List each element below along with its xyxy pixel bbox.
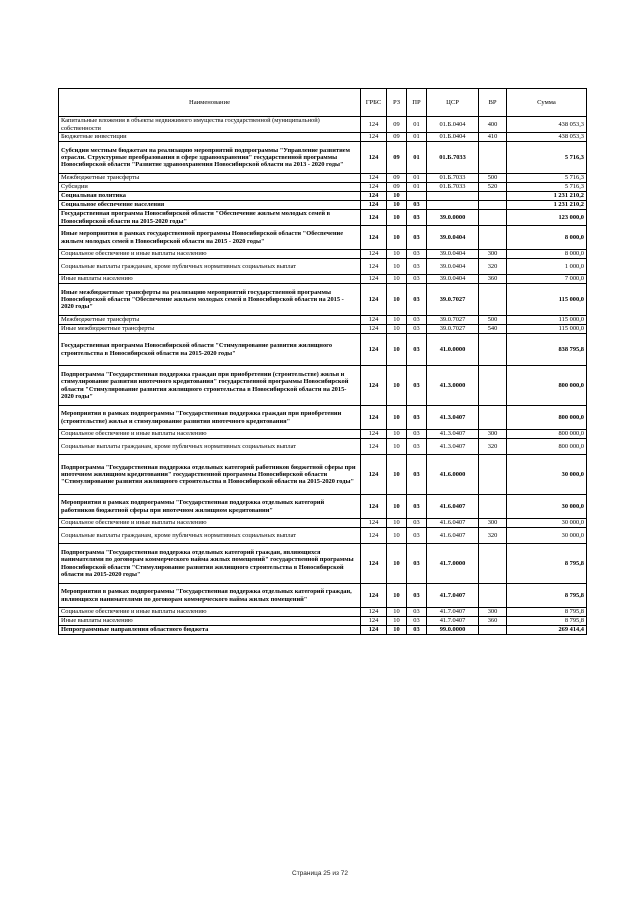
row-name: Иные выплаты населению [59,275,361,284]
row-pr [407,192,427,201]
row-csr [427,201,479,210]
header-name: Наименование [59,89,361,117]
row-name: Межбюджетные трансферты [59,316,361,325]
row-sum: 8 795,8 [507,608,587,617]
row-name: Социальная политика [59,192,361,201]
row-vr: 410 [479,133,507,142]
row-csr: 39.0.0404 [427,250,479,259]
row-csr: 39.0.0404 [427,259,479,275]
row-sum: 5 716,3 [507,142,587,174]
row-pr: 03 [407,316,427,325]
table-row [59,430,587,439]
row-grbs: 124 [361,528,387,544]
row-rz: 09 [387,142,407,174]
row-grbs: 124 [361,210,387,226]
row-grbs: 124 [361,259,387,275]
row-name: Социальные выплаты гражданам, кроме публичных нормативных социальных выплат [59,259,361,275]
row-rz: 10 [387,226,407,250]
row-grbs: 124 [361,316,387,325]
row-csr: 39.0.7027 [427,284,479,316]
row-name: Социальное обеспечение и иные выплаты населению [59,430,361,439]
table-row [59,316,587,325]
row-pr: 03 [407,406,427,430]
row-grbs: 124 [361,455,387,495]
row-name: Социальное обеспечение и иные выплаты населению [59,519,361,528]
row-pr: 03 [407,284,427,316]
row-rz: 09 [387,174,407,183]
row-csr: 41.3.0407 [427,430,479,439]
row-sum: 30 000,0 [507,455,587,495]
row-csr: 41.6.0407 [427,519,479,528]
row-rz: 10 [387,544,407,584]
row-grbs: 124 [361,495,387,519]
row-grbs: 124 [361,366,387,406]
row-grbs: 124 [361,519,387,528]
row-name: Иные выплаты населению [59,617,361,626]
row-rz: 10 [387,325,407,334]
row-rz: 10 [387,495,407,519]
row-vr: 360 [479,275,507,284]
row-vr [479,226,507,250]
row-csr: 41.0.0000 [427,334,479,366]
row-rz: 10 [387,406,407,430]
header-sum: Сумма [507,89,587,117]
row-name: Мероприятия в рамках подпрограммы "Государственная поддержка отдельных категорий граждан, являющихся нанимателями по договорам коммерческого найма жилых помещений" [59,584,361,608]
header-csr: ЦСР [427,89,479,117]
row-vr: 300 [479,608,507,617]
table-row [59,519,587,528]
row-grbs: 124 [361,406,387,430]
row-pr: 01 [407,174,427,183]
row-pr: 01 [407,183,427,192]
row-name: Подпрограмма "Государственная поддержка отдельных категорий работников бюджетной сферы при ипотечном жилищном кредитовании" государственной программы Новосибирской области "Стимулирование развития жилищного строительства в Новосибирской области на 2015-2020 годы" [59,455,361,495]
row-vr [479,626,507,635]
row-grbs: 124 [361,284,387,316]
table-row [59,617,587,626]
row-vr [479,495,507,519]
row-pr: 03 [407,366,427,406]
row-rz: 09 [387,183,407,192]
row-grbs: 124 [361,325,387,334]
row-sum: 7 000,0 [507,275,587,284]
row-sum: 438 053,3 [507,117,587,133]
row-csr [427,192,479,201]
row-pr: 03 [407,439,427,455]
row-name: Бюджетные инвестиции [59,133,361,142]
row-sum: 1 231 210,2 [507,192,587,201]
row-vr: 540 [479,325,507,334]
row-sum: 115 000,0 [507,284,587,316]
row-sum: 438 053,3 [507,133,587,142]
row-name: Иные мероприятия в рамках государственной программы Новосибирской области "Обеспечение жильем молодых семей в Новосибирской области на 2015 - 2020 годы" [59,226,361,250]
row-name: Субсидии [59,183,361,192]
row-grbs: 124 [361,226,387,250]
row-name: Социальные выплаты гражданам, кроме публичных нормативных социальных выплат [59,439,361,455]
row-vr [479,544,507,584]
row-vr: 520 [479,183,507,192]
row-name: Социальные выплаты гражданам, кроме публичных нормативных социальных выплат [59,528,361,544]
row-pr: 01 [407,133,427,142]
row-sum: 800 000,0 [507,366,587,406]
row-pr: 03 [407,528,427,544]
row-sum: 8 000,0 [507,226,587,250]
row-pr: 03 [407,455,427,495]
table-row [59,210,587,226]
row-vr [479,455,507,495]
row-pr: 03 [407,210,427,226]
row-csr: 41.7.0407 [427,617,479,626]
row-vr: 320 [479,439,507,455]
row-rz: 10 [387,201,407,210]
row-name: Непрограммные направления областного бюджета [59,626,361,635]
row-rz: 10 [387,528,407,544]
row-name: Иные межбюджетные трансферты на реализацию мероприятий государственной программы Новосибирской области "Обеспечение жильем молодых семей в Новосибирской области на 2015 - 2020 годы" [59,284,361,316]
row-sum: 115 000,0 [507,316,587,325]
row-rz: 10 [387,455,407,495]
row-sum: 269 414,4 [507,626,587,635]
table-row [59,142,587,174]
row-name: Государственная программа Новосибирской области "Обеспечение жильем молодых семей в Новосибирской области на 2015-2020 годы" [59,210,361,226]
row-vr: 400 [479,117,507,133]
row-sum: 30 000,0 [507,495,587,519]
row-sum: 1 231 210,2 [507,201,587,210]
row-pr: 03 [407,617,427,626]
row-vr [479,406,507,430]
row-name: Подпрограмма "Государственная поддержка отдельных категорий граждан, являющихся нанимателями по договорам коммерческого найма жилых помещений" государственной программы Новосибирской области "Стимулирование развития жилищного строительства в Новосибирской области на 2015-2020 годы" [59,544,361,584]
table-row [59,439,587,455]
row-pr: 03 [407,626,427,635]
row-rz: 10 [387,439,407,455]
row-name: Государственная программа Новосибирской области "Стимулирование развития жилищного строительства в Новосибирской области на 2015-2020 годы" [59,334,361,366]
row-vr [479,366,507,406]
row-name: Социальное обеспечение и иные выплаты населению [59,608,361,617]
row-sum: 800 000,0 [507,439,587,455]
row-csr: 01.Б.0404 [427,117,479,133]
row-rz: 10 [387,608,407,617]
row-sum: 800 000,0 [507,406,587,430]
row-rz: 10 [387,259,407,275]
row-sum: 30 000,0 [507,519,587,528]
table-row [59,201,587,210]
row-sum: 800 000,0 [507,430,587,439]
table-row [59,608,587,617]
row-name: Подпрограмма "Государственная поддержка граждан при приобретении (строительстве) жилья и стимулирование развития ипотечного кредитования" государственной программы Новосибирской области "Стимулирование развития жилищного строительства в Новосибирской области на 2015-2020 годы" [59,366,361,406]
row-pr: 03 [407,325,427,334]
row-vr: 320 [479,259,507,275]
table-row [59,174,587,183]
row-csr: 01.Б.7033 [427,174,479,183]
row-name: Социальное обеспечение и иные выплаты населению [59,250,361,259]
row-pr: 01 [407,117,427,133]
header-grbs: ГРБС [361,89,387,117]
row-csr: 39.0.0404 [427,275,479,284]
row-pr: 03 [407,519,427,528]
row-rz: 10 [387,192,407,201]
table-body [59,117,587,635]
row-vr [479,584,507,608]
row-vr: 300 [479,430,507,439]
row-sum: 115 000,0 [507,325,587,334]
row-sum: 123 000,0 [507,210,587,226]
row-csr: 41.3.0407 [427,406,479,430]
table-row [59,455,587,495]
row-rz: 09 [387,117,407,133]
row-name: Субсидии местным бюджетам на реализацию мероприятий подпрограммы "Управление развитием отрасли. Структурные преобразования в сфере здравоохранения" государственной программы Новосибирской области "Развитие здравоохранения Новосибирской области на 2013 - 2020 годы" [59,142,361,174]
table-row [59,226,587,250]
row-grbs: 124 [361,192,387,201]
row-csr: 41.7.0407 [427,584,479,608]
row-grbs: 124 [361,544,387,584]
row-pr: 03 [407,430,427,439]
row-rz: 10 [387,275,407,284]
row-name: Социальное обеспечение населения [59,201,361,210]
row-csr: 99.0.0000 [427,626,479,635]
row-grbs: 124 [361,174,387,183]
table-row [59,495,587,519]
row-rz: 10 [387,617,407,626]
row-grbs: 124 [361,617,387,626]
row-grbs: 124 [361,133,387,142]
budget-table [58,88,587,635]
row-csr: 41.3.0407 [427,439,479,455]
row-pr: 03 [407,250,427,259]
row-vr: 300 [479,519,507,528]
row-csr: 41.7.0000 [427,544,479,584]
row-name: Межбюджетные трансферты [59,174,361,183]
table-row [59,250,587,259]
row-sum: 5 716,3 [507,183,587,192]
row-name: Капитальные вложения в объекты недвижимого имущества государственной (муниципальной) собственности [59,117,361,133]
row-vr [479,192,507,201]
row-grbs: 124 [361,626,387,635]
row-sum: 8 795,8 [507,617,587,626]
row-csr: 39.0.7027 [427,316,479,325]
page-footer: Страница 25 из 72 [292,870,348,877]
row-vr [479,334,507,366]
row-pr: 03 [407,544,427,584]
row-grbs: 124 [361,201,387,210]
row-grbs: 124 [361,608,387,617]
row-rz: 10 [387,316,407,325]
table-header-row [59,89,587,117]
table-row [59,626,587,635]
row-pr: 03 [407,201,427,210]
table-row [59,528,587,544]
row-sum: 1 000,0 [507,259,587,275]
row-csr: 39.0.7027 [427,325,479,334]
row-grbs: 124 [361,275,387,284]
table-row [59,544,587,584]
row-pr: 03 [407,275,427,284]
row-grbs: 124 [361,334,387,366]
row-sum: 8 000,0 [507,250,587,259]
row-pr: 03 [407,226,427,250]
row-csr: 01.Б.7033 [427,183,479,192]
row-name: Мероприятия в рамках подпрограммы "Государственная поддержка граждан при приобретении (строительстве) жилья и стимулирование развития ипотечного кредитования" [59,406,361,430]
row-csr: 41.3.0000 [427,366,479,406]
row-rz: 10 [387,334,407,366]
row-vr: 500 [479,174,507,183]
row-name: Иные межбюджетные трансферты [59,325,361,334]
table-row [59,192,587,201]
row-vr: 360 [479,617,507,626]
row-csr: 41.6.0407 [427,495,479,519]
row-rz: 10 [387,626,407,635]
row-vr [479,284,507,316]
table-row [59,259,587,275]
row-name: Мероприятия в рамках подпрограммы "Государственная поддержка отдельных категорий работников бюджетной сферы при ипотечном жилищном кредитовании" [59,495,361,519]
row-csr: 39.0.0404 [427,226,479,250]
row-pr: 03 [407,495,427,519]
row-sum: 30 000,0 [507,528,587,544]
table-row [59,284,587,316]
row-rz: 10 [387,250,407,259]
row-rz: 10 [387,210,407,226]
row-pr: 03 [407,334,427,366]
table-row [59,133,587,142]
row-csr: 41.7.0407 [427,608,479,617]
row-grbs: 124 [361,430,387,439]
row-pr: 03 [407,608,427,617]
row-rz: 10 [387,366,407,406]
row-vr [479,201,507,210]
row-sum: 8 795,8 [507,544,587,584]
row-grbs: 124 [361,117,387,133]
table-row [59,366,587,406]
row-grbs: 124 [361,250,387,259]
table-row [59,406,587,430]
row-csr: 39.0.0000 [427,210,479,226]
row-pr: 03 [407,584,427,608]
row-vr: 300 [479,250,507,259]
row-grbs: 124 [361,142,387,174]
row-grbs: 124 [361,439,387,455]
row-csr: 01.Б.0404 [427,133,479,142]
table-row [59,334,587,366]
row-vr: 320 [479,528,507,544]
row-sum: 5 716,3 [507,174,587,183]
row-vr [479,142,507,174]
table-row [59,275,587,284]
table-row [59,183,587,192]
row-csr: 01.Б.7033 [427,142,479,174]
row-csr: 41.6.0000 [427,455,479,495]
header-vr: ВР [479,89,507,117]
row-rz: 09 [387,133,407,142]
row-pr: 03 [407,259,427,275]
table-row [59,117,587,133]
header-pr: ПР [407,89,427,117]
row-vr: 500 [479,316,507,325]
table-row [59,584,587,608]
row-rz: 10 [387,430,407,439]
row-sum: 8 795,8 [507,584,587,608]
table-row [59,325,587,334]
row-rz: 10 [387,284,407,316]
row-pr: 01 [407,142,427,174]
header-rz: РЗ [387,89,407,117]
row-vr [479,210,507,226]
row-rz: 10 [387,584,407,608]
row-rz: 10 [387,519,407,528]
row-grbs: 124 [361,584,387,608]
row-grbs: 124 [361,183,387,192]
row-csr: 41.6.0407 [427,528,479,544]
row-sum: 838 795,8 [507,334,587,366]
